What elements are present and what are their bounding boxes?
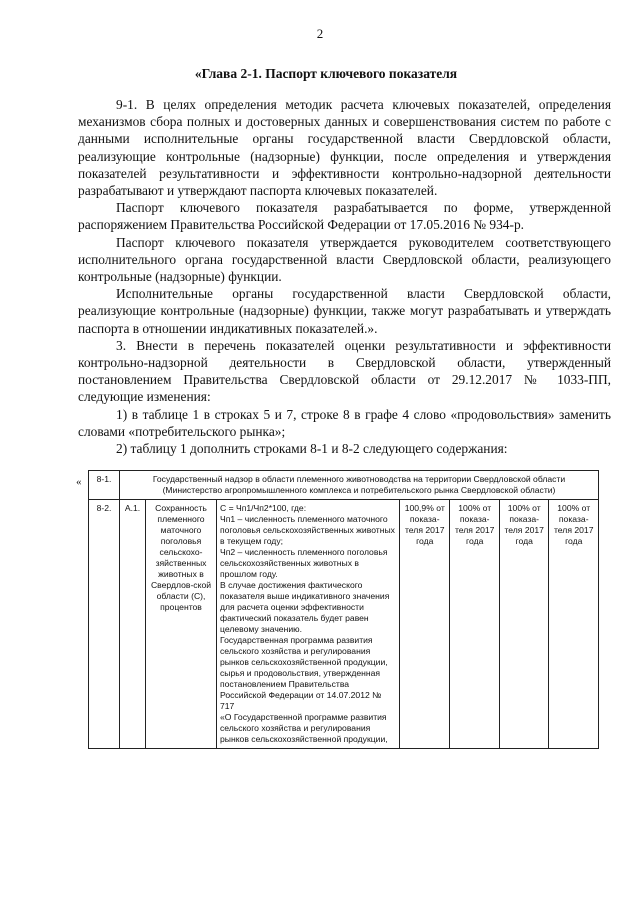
indicator-formula: [217, 500, 400, 749]
paragraph: 9-1. В целях определения методик расчета ключевых показателей, определения механизмов сбора полных и достоверных данных и совершенствования систем по работе с данными исполнительные органы государственной власти Свердловской области, реализующие контрольные (надзорные) функции, после определения и утверждения показателей результативности и эффективности контрольно-надзорной деятельности разрабатывают и утверждают паспорта ключевых показателей.: [78, 97, 611, 199]
section-title: Государственный надзор в области племенного животноводства на территории Свердловской области (Министерство агропромышленного комплекса и потребительского рынка Свердловской области): [120, 471, 599, 500]
body-text: [78, 96, 611, 457]
page-number: 2: [316, 26, 324, 41]
row-number: 8-1.: [89, 471, 120, 500]
formula-line: Чп1 – численность племенного маточного поголовья сельскохозяйственных животных в текущем году;: [220, 514, 395, 546]
indicator-code: А.1.: [120, 500, 146, 749]
row-number: 8-2.: [89, 500, 120, 749]
target-value-cell: 100% от показа-теля 2017 года: [549, 500, 599, 749]
table-row-section: [89, 471, 599, 500]
formula-line: В случае достижения фактического показателя выше индикативного значения для расчета оценки эффективности фактический показатель будет равен целевому значению.: [220, 580, 390, 634]
table-row-data: [89, 500, 599, 749]
formula-line: Государственная программа развития сельского хозяйства и регулирования рынков сельскохозяйственной продукции, сырья и продовольствия, утвержденная постановлением Правительства Российской Федерации от 14.07.2012 № 717: [220, 635, 388, 711]
paragraph: 2) таблицу 1 дополнить строками 8-1 и 8-2 следующего содержания:: [116, 441, 508, 457]
paragraph: Паспорт ключевого показателя утверждается руководителем соответствующего исполнительного органа государственной власти Свердловской области, реализующего контрольные (надзорные) функции.: [78, 234, 611, 285]
table-open-quote: «: [76, 476, 82, 488]
formula-line: С = Чп1/Чп2*100, где:: [220, 503, 307, 513]
target-value-cell: 100% от показа-теля 2017 года: [450, 500, 500, 749]
formula-line: «О Государственной программе развития сельского хозяйства и регулирования рынков сельскохозяйственной продукции,: [220, 712, 388, 744]
target-value-cell: 100,9% от показа-теля 2017 года: [400, 500, 450, 749]
indicator-table: [88, 470, 599, 749]
target-value-cell: 100% от показа-теля 2017 года: [499, 500, 549, 749]
paragraph: 1) в таблице 1 в строках 5 и 7, строке 8 в графе 4 слово «продовольствия» заменить словами «потребительского рынка»;: [78, 406, 611, 439]
paragraph: 3. Внести в перечень показателей оценки результативности и эффективности контрольно-надзорной деятельности в Свердловской области, утвержденный постановлением Правительства Свердловской области от 29.12.2017 № 1033-ПП, следующие изменения:: [78, 337, 611, 405]
formula-line: Чп2 – численность племенного поголовья сельскохозяйственных животных в прошлом году.: [220, 547, 388, 579]
chapter-title: «Глава 2-1. Паспорт ключевого показателя: [194, 66, 458, 81]
paragraph: Исполнительные органы государственной власти Свердловской области, реализующие контрольные (надзорные) функции, также могут разрабатывать и утверждать паспорта в отношении индикативных показателей.».: [78, 286, 611, 336]
indicator-name: Сохранность племенного маточного поголовья сельскохо-зяйственных животных в Свердлов-ской области (С), процентов: [146, 500, 217, 749]
paragraph: Паспорт ключевого показателя разрабатывается по форме, утвержденной распоряжением Правительства Российской Федерации от 17.05.2016 № 934-р.: [78, 200, 611, 233]
